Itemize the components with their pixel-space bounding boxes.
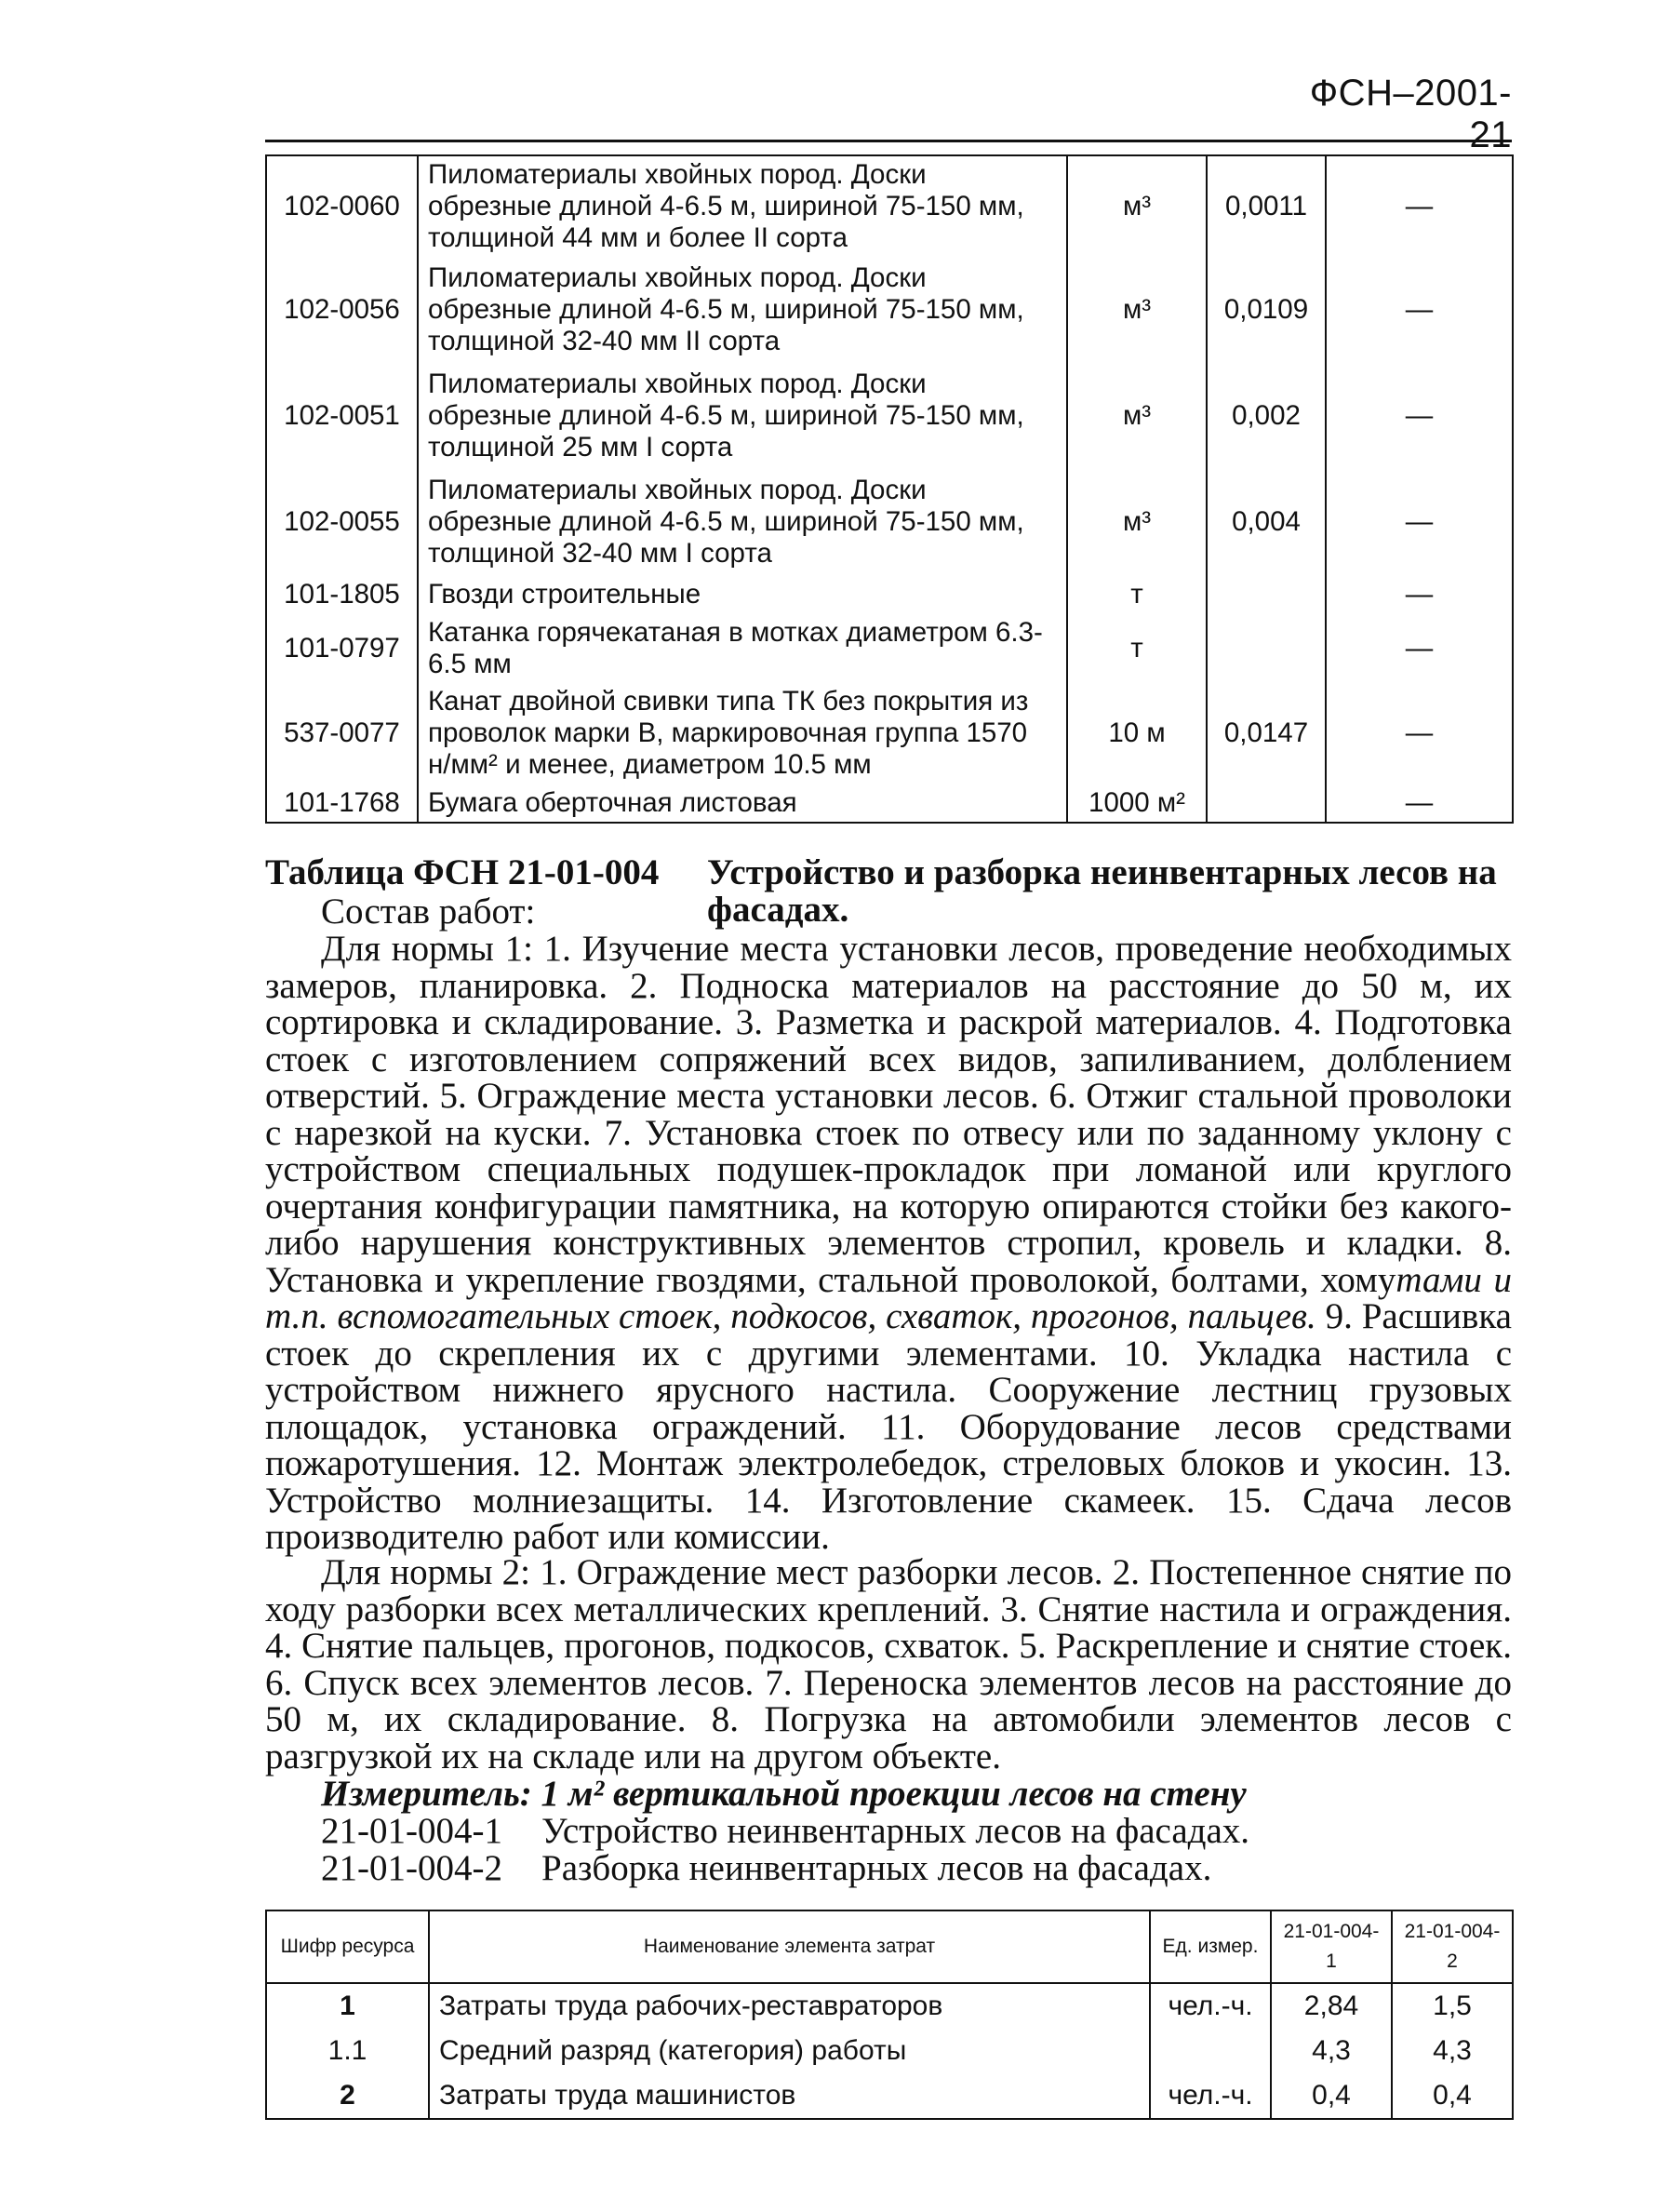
norm2-paragraph: Для нормы 2: 1. Ограждение мест разборки лесов. 2. Постепенное снятие по ходу разборки всех металлических креплений. 3. Снятие настила и ограждения. 4. Снятие пальцев, прогонов, подкосов, схваток. 5. Раскрепление и снятие стоек. 6. Спуск всех элементов лесов. 7. Переноска элементов лесов на расстояние до 50 м, их складирование. 8. Погрузка на автомобили элементов лесов с разгрузкой их на складе или на другом объекте.	[265, 1552, 1512, 1776]
norms-list	[265, 1813, 1568, 1887]
cell-code: 1	[266, 1983, 429, 2029]
cost-table	[265, 1910, 1514, 2120]
cell-extra: —	[1326, 683, 1513, 784]
composition-label-block	[265, 893, 1512, 931]
cell-extra: —	[1326, 575, 1513, 614]
header-code: Шифр ресурса	[266, 1910, 429, 1983]
norm-name: Разборка неинвентарных лесов на фасадах.	[541, 1848, 1212, 1888]
cell-code: 102-0056	[266, 257, 418, 363]
cell-unit: 10 м	[1067, 683, 1207, 784]
table-row	[266, 469, 1513, 575]
table-number: Таблица ФСН 21-01-004	[265, 852, 660, 892]
cell-code: 101-1768	[266, 784, 418, 823]
cell-unit: м³	[1067, 257, 1207, 363]
cell-code: 1.1	[266, 2029, 429, 2073]
cell-unit: 1000 м²	[1067, 784, 1207, 823]
norm1-paragraph-block	[265, 931, 1512, 1556]
norm1-text-a: Для нормы 1: 1. Изучение места установки лесов, проведение необходимых замеров, планировка. 2. Подноска материалов на расстояние до 50 м, их сортировка и складирование. 3. Разметка и раскрой материалов. 4. Подготовка стоек с изготовлением сопряжений всех видов, запиливанием, долблением отверстий. 5. Ограждение места установки лесов. 6. Отжиг стальной проволоки с нарезкой на куски. 7. Установка стоек по отвесу или по заданному уклону с устройством специальных подушек-прокладок при ломаной или круглого очертания конфигурации памятника, на которую опираются стойки без какого-либо нарушения конструктивных элементов стропил, кровель и кладки. 8. Установка и укрепление гвоздями, стальной проволокой, болтами, хому	[265, 929, 1512, 1300]
cell-unit	[1150, 2029, 1271, 2073]
composition-label: Состав работ:	[321, 892, 536, 932]
table-row	[266, 2073, 1513, 2119]
cell-v2: 4,3	[1392, 2029, 1513, 2073]
cell-extra: —	[1326, 155, 1513, 257]
cell-value: 0,002	[1207, 363, 1326, 469]
cell-v2: 0,4	[1392, 2073, 1513, 2119]
cost-table-header-row	[266, 1910, 1513, 1983]
cell-code: 102-0060	[266, 155, 418, 257]
header-name: Наименование элемента затрат	[429, 1910, 1150, 1983]
cell-value	[1207, 614, 1326, 683]
cell-code: 101-1805	[266, 575, 418, 614]
cell-code: 101-0797	[266, 614, 418, 683]
norm1-paragraph	[265, 931, 1512, 1556]
header-col1: 21-01-004-1	[1271, 1910, 1392, 1983]
cell-unit: чел.-ч.	[1150, 1983, 1271, 2029]
cell-name: Затраты труда рабочих-реставраторов	[429, 1983, 1150, 2029]
cell-value	[1207, 575, 1326, 614]
cell-name: Гвозди строительные	[418, 575, 1067, 614]
cell-name: Пиломатериалы хвойных пород. Доски обрезные длиной 4-6.5 м, шириной 75-150 мм, толщиной 44 мм и более II сорта	[418, 155, 1067, 257]
cell-v2: 1,5	[1392, 1983, 1513, 2029]
header-unit: Ед. измер.	[1150, 1910, 1271, 1983]
norm-code: 21-01-004-1	[321, 1811, 502, 1851]
measure-line: Измеритель: 1 м² вертикальной проекции лесов на стену	[321, 1774, 1247, 1814]
cell-name: Катанка горячекатаная в мотках диаметром 6.3-6.5 мм	[418, 614, 1067, 683]
table-row	[266, 683, 1513, 784]
cell-unit: чел.-ч.	[1150, 2073, 1271, 2119]
cell-extra: —	[1326, 257, 1513, 363]
norm-name: Устройство неинвентарных лесов на фасадах.	[541, 1811, 1250, 1851]
cell-value	[1207, 784, 1326, 823]
norm-item	[321, 1850, 1568, 1887]
cell-name: Средний разряд (категория) работы	[429, 2029, 1150, 2073]
header-rule	[265, 140, 1512, 142]
table-row	[266, 575, 1513, 614]
norm1-text-italic: тами и т.п. вспомогательных стоек, подкосов, схваток, прогонов, пальцев.	[265, 1259, 1512, 1336]
cell-value: 0,004	[1207, 469, 1326, 575]
cell-value: 0,0147	[1207, 683, 1326, 784]
cell-code: 537-0077	[266, 683, 418, 784]
cell-v1: 2,84	[1271, 1983, 1392, 2029]
cell-extra: —	[1326, 469, 1513, 575]
cell-name: Канат двойной свивки типа ТК без покрытия из проволок марки В, маркировочная группа 1570 н/мм² и менее, диаметром 10.5 мм	[418, 683, 1067, 784]
cell-unit: т	[1067, 575, 1207, 614]
cell-name: Пиломатериалы хвойных пород. Доски обрезные длиной 4-6.5 м, шириной 75-150 мм, толщиной 25 мм I сорта	[418, 363, 1067, 469]
cell-name: Затраты труда машинистов	[429, 2073, 1150, 2119]
cell-unit: т	[1067, 614, 1207, 683]
norm1-text-b: 9. Расшивка стоек до скрепления их с другими элементами. 10. Укладка настила с устройством нижнего ярусного настила. Сооружение лестниц грузовых площадок, установка ограждений. 11. Оборудование лесов средствами пожаротушения. 12. Монтаж электролебедок, стреловых блоков и укосин. 13. Устройство молниезащиты. 14. Изготовление скамеек. 15. Сдача лесов производителю работ или комиссии.	[265, 1296, 1512, 1557]
cell-v1: 4,3	[1271, 2029, 1392, 2073]
resources-table	[265, 154, 1514, 824]
cell-unit: м³	[1067, 155, 1207, 257]
table-row	[266, 2029, 1513, 2073]
cell-unit: м³	[1067, 469, 1207, 575]
cell-name: Бумага оберточная листовая	[418, 784, 1067, 823]
table-row	[266, 614, 1513, 683]
page-header-code: ФСН–2001-21	[1309, 73, 1512, 155]
table-row	[266, 257, 1513, 363]
table-row	[266, 784, 1513, 823]
cell-extra: —	[1326, 363, 1513, 469]
cell-extra: —	[1326, 784, 1513, 823]
cell-code: 2	[266, 2073, 429, 2119]
header-col2: 21-01-004-2	[1392, 1910, 1513, 1983]
cell-name: Пиломатериалы хвойных пород. Доски обрезные длиной 4-6.5 м, шириной 75-150 мм, толщиной 32-40 мм II сорта	[418, 257, 1067, 363]
cell-name: Пиломатериалы хвойных пород. Доски обрезные длиной 4-6.5 м, шириной 75-150 мм, толщиной 32-40 мм I сорта	[418, 469, 1067, 575]
cell-code: 102-0051	[266, 363, 418, 469]
norm2-paragraph-block	[265, 1554, 1512, 1775]
cell-value: 0,0011	[1207, 155, 1326, 257]
table-row	[266, 155, 1513, 257]
cell-v1: 0,4	[1271, 2073, 1392, 2119]
norm-code: 21-01-004-2	[321, 1848, 502, 1888]
cell-code: 102-0055	[266, 469, 418, 575]
cell-extra: —	[1326, 614, 1513, 683]
cell-unit: м³	[1067, 363, 1207, 469]
cell-value: 0,0109	[1207, 257, 1326, 363]
table-row	[266, 1983, 1513, 2029]
table-title: Устройство и разборка неинвентарных лесов на фасадах.	[707, 852, 1497, 930]
table-row	[266, 363, 1513, 469]
norm-item	[321, 1813, 1568, 1850]
